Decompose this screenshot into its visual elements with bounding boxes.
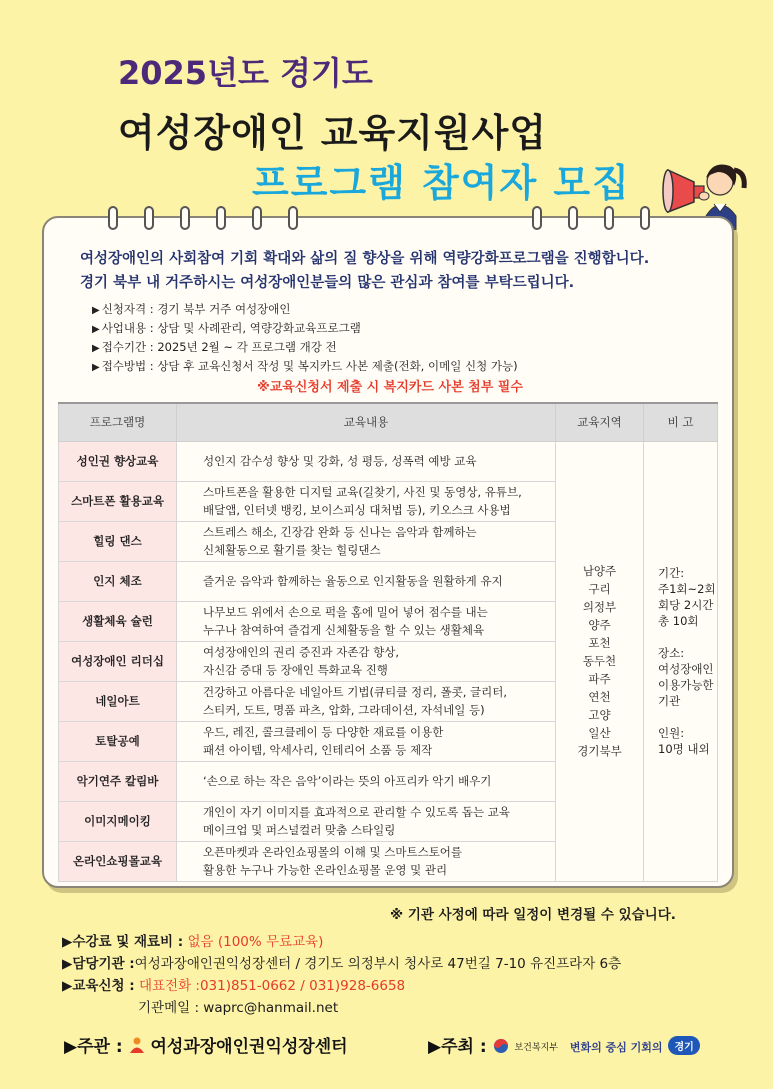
schedule-change-note: ※ 기관 사정에 따라 일정이 변경될 수 있습니다. — [390, 907, 676, 923]
program-content: 스트레스 해소, 긴장감 완화 등 신나는 음악과 함께하는 신체활동으로 활기를 찾는 힐링댄스 — [177, 521, 556, 561]
program-content: 개인이 자기 이미지를 효과적으로 관리할 수 있도록 돕는 교육 메이크업 및 퍼스널컬러 맞춤 스타일링 — [177, 801, 556, 841]
binder-ring-icon — [640, 206, 650, 230]
program-content: 오픈마켓과 온라인쇼핑몰의 이해 및 스마트스토어를 활용한 누구나 가능한 온라인쇼핑몰 운영 및 관리 — [177, 841, 556, 881]
program-table — [58, 402, 718, 882]
program-content: ‘손으로 하는 작은 음악’이라는 뜻의 아프리카 악기 배우기 — [177, 761, 556, 801]
program-name: 인지 체조 — [59, 561, 177, 601]
program-content: 나무보드 위에서 손으로 퍽을 홈에 밀어 넣어 점수를 내는 누구나 참여하여 즐겁게 신체활동을 할 수 있는 생활체육 — [177, 601, 556, 641]
title-main: 여성장애인 교육지원사업 — [118, 111, 548, 155]
host-name: 여성과장애인권익성장센터 — [150, 1037, 348, 1057]
binder-ring-icon — [604, 206, 614, 230]
program-name: 악기연주 칼림바 — [59, 761, 177, 801]
program-content: 건강하고 아름다운 네일아트 기법(큐티클 정리, 폴콧, 글리터, 스티커, 도트, 명품 파츠, 압화, 그라데이션, 자석네일 등) — [177, 681, 556, 721]
program-name: 토탈공예 — [59, 721, 177, 761]
binder-ring-icon — [216, 206, 226, 230]
host-row: ▶주관 : 여성과장애인권익성장센터 — [64, 1037, 348, 1057]
program-name: 성인권 향상교육 — [59, 441, 177, 481]
program-name: 여성장애인 리더십 — [59, 641, 177, 681]
required-notice: ※교육신청서 제출 시 복지카드 사본 첨부 필수 — [257, 380, 523, 395]
program-content: 여성장애인의 권리 증진과 자존감 향상, 자신감 증대 등 장애인 특화교육 진행 — [177, 641, 556, 681]
program-name: 이미지메이킹 — [59, 801, 177, 841]
header-note: 비 고 — [644, 403, 718, 441]
header-region: 교육지역 — [556, 403, 644, 441]
intro-line-1: 여성장애인의 사회참여 기회 확대와 삶의 질 향상을 위해 역량강화프로그램을 진행합니다. — [80, 251, 650, 267]
program-name: 생활체육 슐런 — [59, 601, 177, 641]
info-contents: ▶ 사업내용 : 상담 및 사례관리, 역량강화교육프로그램 — [92, 321, 361, 335]
header-program: 프로그램명 — [59, 403, 177, 441]
binder-ring-icon — [180, 206, 190, 230]
program-content: 성인지 감수성 향상 및 강화, 성 평등, 성폭력 예방 교육 — [177, 441, 556, 481]
sponsor-label: 주최 : — [441, 1037, 487, 1057]
apply-line: ▶교육신청 : 대표전화 :031)851-0662 / 031)928-6658 — [62, 978, 406, 994]
binder-ring-icon — [288, 206, 298, 230]
program-content: 우드, 레진, 콜크클레이 등 다양한 재료를 이용한 패션 아이템, 악세사리, 인테리어 소품 등 제작 — [177, 721, 556, 761]
program-name: 온라인쇼핑몰교육 — [59, 841, 177, 881]
binder-ring-icon — [108, 206, 118, 230]
apply-email: 기관메일 : waprc@hanmail.net — [138, 1000, 339, 1016]
region-list: 남양주 구리 의정부 양주 포천 동두천 파주 연천 고양 일산 경기북부 — [556, 441, 644, 881]
info-eligibility: ▶ 신청자격 : 경기 북부 거주 여성장애인 — [92, 302, 291, 316]
program-notes: 기간: 주1회~2회 회당 2시간 총 10회 장소: 여성장애인 이용가능한 기관 인원: 10명 내외 — [644, 441, 718, 881]
program-name: 네일아트 — [59, 681, 177, 721]
center-logo-icon — [129, 1036, 145, 1054]
program-content: 즐거운 음악과 함께하는 율동으로 인지활동을 원활하게 유지 — [177, 561, 556, 601]
org-line: ▶담당기관 :여성과장애인권익성장센터 / 경기도 의정부시 청사로 47번길 7-10 유진프라자 6층 — [62, 956, 622, 972]
program-name: 힐링 댄스 — [59, 521, 177, 561]
gyeonggi-slogan: 변화의 중심 기회의 — [569, 1041, 663, 1054]
program-content: 스마트폰을 활용한 디지털 교육(길찾기, 사진 및 동영상, 유튜브, 배달앱, 인터넷 뱅킹, 보이스피싱 대처법 등), 키오스크 사용법 — [177, 481, 556, 521]
table-header-row — [59, 403, 718, 441]
title-year: 2025년도 경기도 — [118, 54, 373, 92]
sponsor-row: ▶주최 : 보건복지부 변화의 중심 기회의 경기 — [428, 1032, 700, 1057]
ministry-name: 보건복지부 — [514, 1043, 558, 1053]
header-content: 교육내용 — [177, 403, 556, 441]
ministry-logo-icon — [493, 1038, 509, 1054]
intro-line-2: 경기 북부 내 거주하시는 여성장애인분들의 많은 관심과 참여를 부탁드립니다. — [80, 275, 575, 291]
info-period: ▶ 접수기간 : 2025년 2월 ~ 각 프로그램 개강 전 — [92, 340, 337, 354]
table-row — [59, 441, 718, 481]
fee-line: ▶수강료 및 재료비 : 없음 (100% 무료교육) — [62, 934, 324, 950]
program-name: 스마트폰 활용교육 — [59, 481, 177, 521]
binder-ring-icon — [252, 206, 262, 230]
binder-ring-icon — [568, 206, 578, 230]
binder-ring-icon — [144, 206, 154, 230]
title-sub: 프로그램 참여자 모집 — [252, 161, 631, 205]
binder-ring-icon — [532, 206, 542, 230]
host-label: 주관 : — [77, 1037, 123, 1057]
info-method: ▶ 접수방법 : 상담 후 교육신청서 작성 및 복지카드 사본 제출(전화, 이메일 신청 가능) — [92, 359, 518, 373]
gyeonggi-logo: 경기 — [668, 1036, 699, 1055]
